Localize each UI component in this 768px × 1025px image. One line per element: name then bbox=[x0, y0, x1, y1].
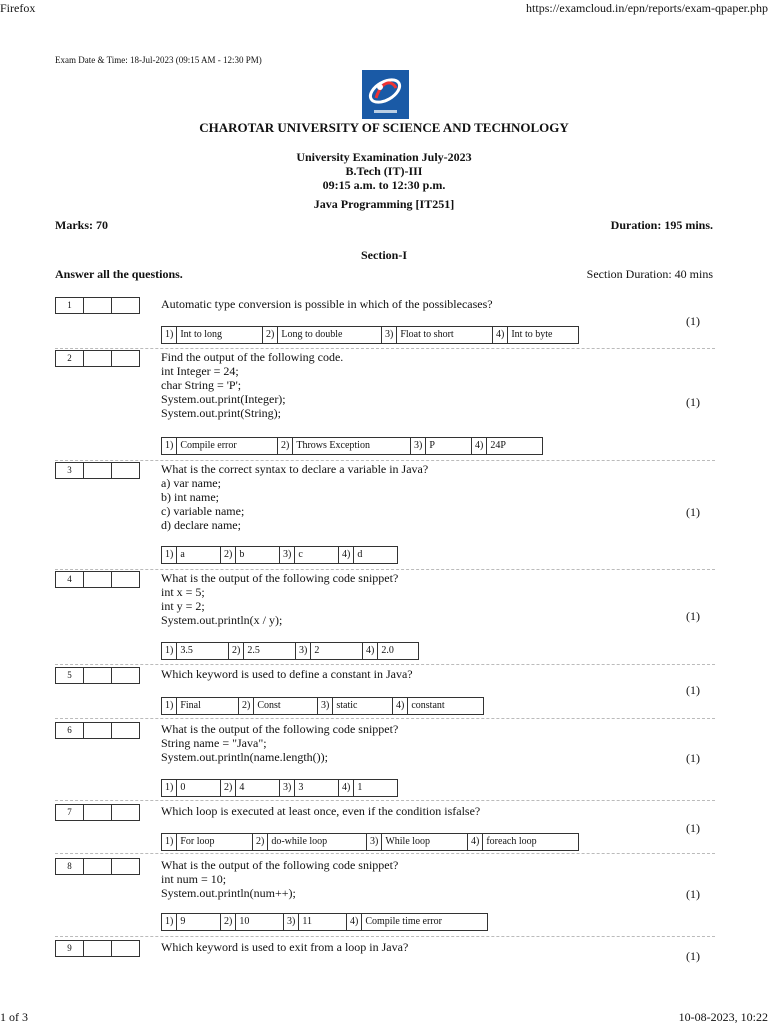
option-number: 1) bbox=[162, 834, 177, 850]
question-marks: (1) bbox=[686, 395, 700, 409]
option-number: 2) bbox=[221, 914, 236, 930]
option-number: 1) bbox=[162, 780, 177, 796]
option-text: 24P bbox=[490, 440, 506, 451]
answer-option bbox=[410, 437, 471, 455]
total-duration: Duration: 195 mins. bbox=[610, 218, 713, 232]
option-text: 10 bbox=[239, 916, 250, 927]
answer-option bbox=[346, 913, 488, 931]
option-number: 3) bbox=[280, 780, 295, 796]
option-text: constant bbox=[411, 700, 445, 711]
option-text: For loop bbox=[180, 836, 215, 847]
answer-option bbox=[228, 642, 295, 660]
question-7 bbox=[55, 804, 715, 854]
answer-options bbox=[161, 697, 484, 715]
answer-cell bbox=[112, 571, 140, 588]
question-marks: (1) bbox=[686, 887, 700, 901]
question-2 bbox=[55, 350, 715, 461]
question-number-box bbox=[55, 722, 140, 739]
answer-options bbox=[161, 833, 579, 851]
answer-option bbox=[295, 642, 362, 660]
answer-option bbox=[467, 833, 579, 851]
option-number: 3) bbox=[284, 914, 299, 930]
question-marks: (1) bbox=[686, 949, 700, 963]
section-instruction: Answer all the questions. bbox=[55, 267, 183, 281]
question-text: Which loop is executed at least once, even if the condition isfalse? bbox=[161, 804, 481, 818]
section-title: Section-I bbox=[361, 248, 407, 262]
option-number: 3) bbox=[367, 834, 382, 850]
option-number: 4) bbox=[493, 327, 508, 343]
option-text: b bbox=[239, 549, 245, 560]
question-number: 5 bbox=[55, 667, 84, 684]
question-number-box bbox=[55, 667, 140, 684]
option-text: 4 bbox=[239, 782, 245, 793]
answer-option bbox=[279, 779, 338, 797]
question-marks: (1) bbox=[686, 314, 700, 328]
answer-option bbox=[338, 779, 398, 797]
program: B.Tech (IT)-III bbox=[345, 164, 423, 178]
answer-cell bbox=[84, 297, 112, 314]
option-text: 2.0 bbox=[381, 645, 394, 656]
option-number: 2) bbox=[239, 698, 254, 714]
option-text: c bbox=[298, 549, 303, 560]
answer-option bbox=[366, 833, 467, 851]
option-text: 2.5 bbox=[247, 645, 260, 656]
option-number: 3) bbox=[280, 547, 295, 563]
exam-timing: 09:15 a.m. to 12:30 p.m. bbox=[322, 178, 446, 192]
question-1 bbox=[55, 297, 715, 349]
university-name: CHAROTAR UNIVERSITY OF SCIENCE AND TECHNOLOGY bbox=[199, 120, 569, 135]
option-number: 4) bbox=[363, 643, 378, 659]
answer-cell bbox=[112, 350, 140, 367]
option-text: Compile time error bbox=[365, 916, 442, 927]
question-marks: (1) bbox=[686, 609, 700, 623]
answer-option bbox=[220, 913, 283, 931]
option-number: 1) bbox=[162, 547, 177, 563]
university-logo bbox=[362, 70, 409, 119]
option-text: Compile error bbox=[180, 440, 237, 451]
question-text: Find the output of the following code. int Integer = 24; char String = 'P'; System.out.print(Integer); System.out.print(String); bbox=[161, 350, 344, 420]
answer-option bbox=[277, 437, 410, 455]
option-number: 2) bbox=[229, 643, 244, 659]
option-number: 1) bbox=[162, 438, 177, 454]
question-number: 4 bbox=[55, 571, 84, 588]
option-number: 4) bbox=[339, 780, 354, 796]
answer-cell bbox=[84, 804, 112, 821]
option-number: 2) bbox=[253, 834, 268, 850]
option-number: 3) bbox=[296, 643, 311, 659]
option-number: 1) bbox=[162, 327, 177, 343]
option-text: Const bbox=[257, 700, 281, 711]
option-text: 1 bbox=[357, 782, 363, 793]
answer-options bbox=[161, 642, 419, 660]
option-text: While loop bbox=[385, 836, 431, 847]
answer-options bbox=[161, 779, 398, 797]
question-number-box bbox=[55, 350, 140, 367]
section-duration: Section Duration: 40 mins bbox=[586, 267, 713, 281]
question-number-box bbox=[55, 940, 140, 957]
question-number: 8 bbox=[55, 858, 84, 875]
question-number: 6 bbox=[55, 722, 84, 739]
question-number: 1 bbox=[55, 297, 84, 314]
option-number: 4) bbox=[339, 547, 354, 563]
option-text: 3.5 bbox=[180, 645, 193, 656]
option-number: 4) bbox=[393, 698, 408, 714]
question-number-box bbox=[55, 297, 140, 314]
answer-cell bbox=[112, 940, 140, 957]
option-text: Int to long bbox=[180, 329, 223, 340]
subject-title: Java Programming [IT251] bbox=[313, 197, 455, 211]
exam-info bbox=[0, 150, 768, 192]
question-4 bbox=[55, 571, 715, 665]
option-text: Long to double bbox=[281, 329, 343, 340]
question-text: What is the output of the following code snippet? int num = 10; System.out.println(num++); bbox=[161, 858, 399, 900]
option-number: 3) bbox=[318, 698, 333, 714]
option-text: 9 bbox=[180, 916, 186, 927]
question-text: Automatic type conversion is possible in which of the possiblecases? bbox=[161, 297, 493, 311]
option-number: 2) bbox=[221, 547, 236, 563]
option-text: 3 bbox=[298, 782, 304, 793]
option-number: 4) bbox=[468, 834, 483, 850]
answer-option bbox=[262, 326, 381, 344]
option-number: 1) bbox=[162, 643, 177, 659]
option-number: 3) bbox=[382, 327, 397, 343]
answer-option bbox=[161, 326, 262, 344]
answer-option bbox=[338, 546, 398, 564]
answer-option bbox=[381, 326, 492, 344]
answer-cell bbox=[112, 297, 140, 314]
answer-option bbox=[283, 913, 346, 931]
question-number-box bbox=[55, 571, 140, 588]
answer-option bbox=[161, 779, 220, 797]
question-text: What is the output of the following code snippet? String name = "Java"; System.out.println(name.length()); bbox=[161, 722, 399, 764]
answer-cell bbox=[112, 804, 140, 821]
answer-cell bbox=[84, 940, 112, 957]
answer-option bbox=[362, 642, 419, 660]
browser-app-name: Firefox bbox=[0, 1, 36, 15]
question-number: 2 bbox=[55, 350, 84, 367]
answer-option bbox=[161, 697, 238, 715]
answer-option bbox=[220, 546, 279, 564]
page-number: 1 of 3 bbox=[0, 1010, 28, 1024]
option-text: a bbox=[180, 549, 185, 560]
option-text: Float to short bbox=[400, 329, 454, 340]
question-marks: (1) bbox=[686, 751, 700, 765]
answer-cell bbox=[112, 722, 140, 739]
answer-option bbox=[392, 697, 484, 715]
option-text: 2 bbox=[314, 645, 320, 656]
option-number: 1) bbox=[162, 698, 177, 714]
answer-option bbox=[161, 546, 220, 564]
question-9 bbox=[55, 940, 715, 970]
option-text: static bbox=[336, 700, 358, 711]
answer-option bbox=[161, 833, 252, 851]
option-number: 4) bbox=[347, 914, 362, 930]
option-number: 2) bbox=[263, 327, 278, 343]
answer-cell bbox=[84, 722, 112, 739]
option-text: do-while loop bbox=[271, 836, 328, 847]
answer-cell bbox=[84, 350, 112, 367]
question-text: What is the output of the following code snippet? int x = 5; int y = 2; System.out.println(x / y); bbox=[161, 571, 399, 627]
exam-datetime: Exam Date & Time: 18-Jul-2023 (09:15 AM - 12:30 PM) bbox=[55, 55, 262, 65]
print-datetime: 10-08-2023, 10:22 bbox=[678, 1010, 768, 1024]
question-8 bbox=[55, 858, 715, 937]
option-number: 3) bbox=[411, 438, 426, 454]
question-number-box bbox=[55, 804, 140, 821]
answer-option bbox=[161, 913, 220, 931]
option-text: 0 bbox=[180, 782, 186, 793]
answer-cell bbox=[112, 858, 140, 875]
answer-option bbox=[161, 437, 277, 455]
question-number: 7 bbox=[55, 804, 84, 821]
question-marks: (1) bbox=[686, 505, 700, 519]
answer-options bbox=[161, 437, 543, 455]
option-number: 1) bbox=[162, 914, 177, 930]
question-6 bbox=[55, 722, 715, 801]
answer-cell bbox=[84, 571, 112, 588]
question-number-box bbox=[55, 462, 140, 479]
option-text: P bbox=[429, 440, 435, 451]
question-3 bbox=[55, 462, 715, 570]
question-number: 9 bbox=[55, 940, 84, 957]
answer-cell bbox=[112, 667, 140, 684]
option-text: Throws Exception bbox=[296, 440, 370, 451]
question-text: Which keyword is used to define a constant in Java? bbox=[161, 667, 413, 681]
question-marks: (1) bbox=[686, 683, 700, 697]
answer-cell bbox=[84, 858, 112, 875]
page-url: https://examcloud.in/epn/reports/exam-qpaper.php bbox=[526, 1, 768, 15]
option-text: Final bbox=[180, 700, 201, 711]
question-number-box bbox=[55, 858, 140, 875]
answer-option bbox=[279, 546, 338, 564]
answer-option bbox=[492, 326, 579, 344]
answer-option bbox=[317, 697, 392, 715]
option-text: d bbox=[357, 549, 363, 560]
option-text: 11 bbox=[302, 916, 312, 927]
option-number: 4) bbox=[472, 438, 487, 454]
answer-option bbox=[471, 437, 543, 455]
answer-option bbox=[238, 697, 317, 715]
question-text: Which keyword is used to exit from a loop in Java? bbox=[161, 940, 409, 954]
question-text: What is the correct syntax to declare a variable in Java? a) var name; b) int name; c) variable name; d) declare name; bbox=[161, 462, 429, 532]
option-number: 2) bbox=[278, 438, 293, 454]
option-text: foreach loop bbox=[486, 836, 537, 847]
option-text: Int to byte bbox=[511, 329, 553, 340]
question-marks: (1) bbox=[686, 821, 700, 835]
question-5 bbox=[55, 667, 715, 719]
answer-cell bbox=[84, 667, 112, 684]
answer-option bbox=[252, 833, 366, 851]
answer-cell bbox=[84, 462, 112, 479]
exam-title: University Examination July-2023 bbox=[296, 150, 472, 164]
answer-options bbox=[161, 326, 579, 344]
answer-cell bbox=[112, 462, 140, 479]
answer-option bbox=[161, 642, 228, 660]
question-number: 3 bbox=[55, 462, 84, 479]
option-number: 2) bbox=[221, 780, 236, 796]
answer-options bbox=[161, 546, 398, 564]
answer-options bbox=[161, 913, 488, 931]
answer-option bbox=[220, 779, 279, 797]
total-marks: Marks: 70 bbox=[55, 218, 108, 232]
